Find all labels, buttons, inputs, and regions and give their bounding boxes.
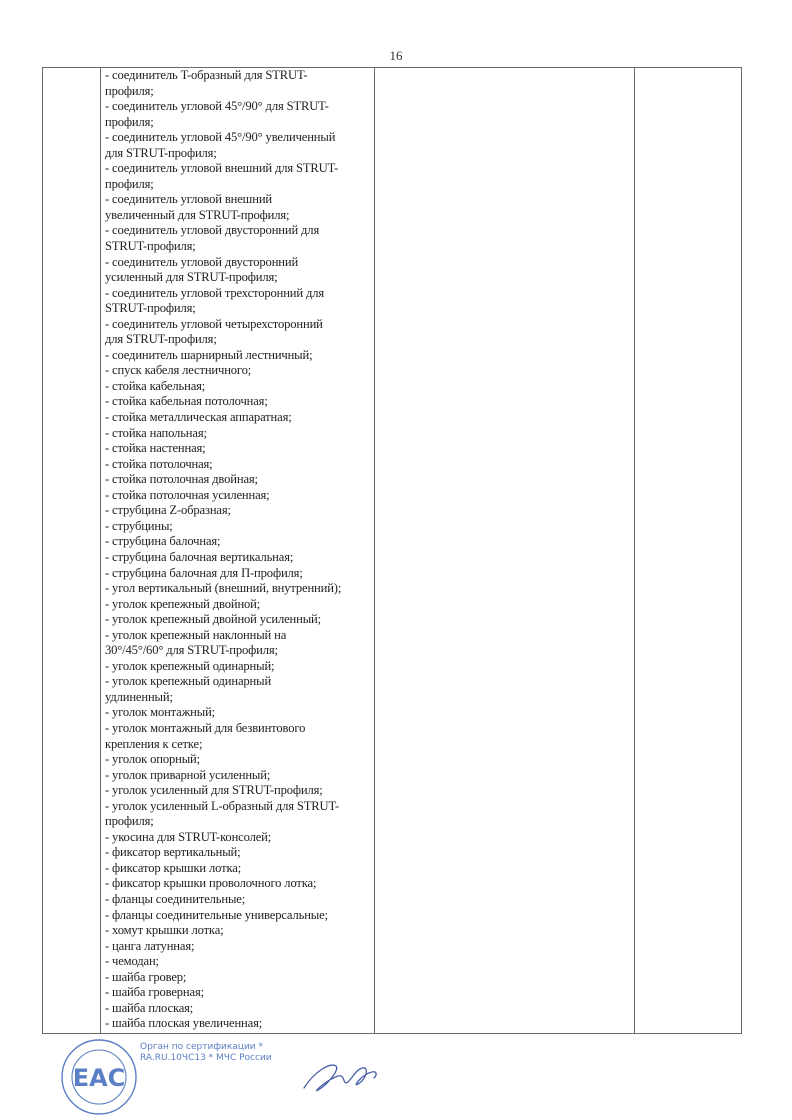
note-cell [635, 68, 741, 1033]
list-item-line: - фиксатор крышки проволочного лотка; [105, 876, 317, 891]
list-item-line: - струбцина балочная вертикальная; [105, 549, 294, 564]
list-item-line: - уголок монтажный для безвинтового [105, 720, 306, 735]
list-item-line: - шайба плоская увеличенная; [105, 1016, 263, 1031]
list-item-line: - угол вертикальный (внешний, внутренний); [105, 581, 342, 596]
list-item-line: удлиненный; [105, 689, 173, 704]
list-item-line: - спуск кабеля лестничного; [105, 363, 252, 378]
list-item-line: - соединитель угловой трехсторонний для [105, 285, 325, 300]
signature [296, 1052, 382, 1098]
list-item-line: - уголок приварной усиленный; [105, 767, 271, 782]
list-item-line: - стойка потолочная; [105, 456, 213, 471]
list-item-line: - струбцины; [105, 518, 173, 533]
certification-stamp [60, 1038, 138, 1116]
list-item-line: - струбцина балочная для П-профиля; [105, 565, 303, 580]
list-item-line: - стойка напольная; [105, 425, 207, 440]
list-item-line: профиля; [105, 176, 154, 191]
list-item-line: - стойка металлическая аппаратная; [105, 410, 292, 425]
list-item-line: - уголок усиленный L-образный для STRUT- [105, 798, 339, 813]
list-item-line: - уголок усиленный для STRUT-профиля; [105, 783, 323, 798]
list-item-line: - струбцина балочная; [105, 534, 221, 549]
page-number: 16 [389, 48, 403, 63]
list-item-line: увеличенный для STRUT-профиля; [105, 207, 290, 222]
list-item-line: - уголок крепежный одинарный; [105, 658, 275, 673]
list-item-line: для STRUT-профиля; [105, 332, 217, 347]
list-item-line: крепления к сетке; [105, 736, 203, 751]
list-item-line: - уголок крепежный двойной усиленный; [105, 612, 321, 627]
list-item-line: - соединитель шарнирный лестничный; [105, 347, 313, 362]
list-item-line: профиля; [105, 83, 154, 98]
list-item-line: - соединитель T-образный для STRUT- [105, 68, 308, 82]
list-item-line: профиля; [105, 114, 154, 129]
number-cell [43, 68, 100, 1033]
column-divider [100, 68, 101, 1033]
list-item-line: - струбцина Z-образная; [105, 503, 231, 518]
list-item-line: для STRUT-профиля; [105, 145, 217, 160]
stamp-eac-mark: ЕАС [72, 1064, 126, 1092]
list-item-line: - стойка кабельная; [105, 378, 206, 393]
list-item-line: - уголок крепежный одинарный [105, 674, 272, 689]
list-item-line: - уголок крепежный двойной; [105, 596, 261, 611]
list-item-line: STRUT-профиля; [105, 301, 196, 316]
list-item-line: - шайба гроверная; [105, 985, 204, 1000]
signature-stroke [304, 1065, 376, 1091]
list-item-line: - уголок крепежный наклонный на [105, 627, 287, 642]
list-item-line: - уголок монтажный; [105, 705, 216, 720]
list-item-line: STRUT-профиля; [105, 239, 196, 254]
list-item-line: - чемодан; [105, 954, 159, 969]
list-item-line: - соединитель угловой 45°/90° для STRUT- [105, 99, 329, 114]
list-item-line: - соединитель угловой четырехсторонний [105, 316, 323, 331]
list-item-line: - фиксатор крышки лотка; [105, 860, 242, 875]
list-item-line: 30°/45°/60° для STRUT-профиля; [105, 643, 278, 658]
list-item-line: - шайба плоская; [105, 1000, 194, 1015]
stamp-ring-text: Орган по сертификации * RA.RU.10ЧС13 * МЧС России [140, 1042, 272, 1063]
list-item-line: - фиксатор вертикальный; [105, 845, 241, 860]
document-cell [375, 68, 633, 1033]
list-item-line: - уголок опорный; [105, 752, 200, 767]
list-item-line: - соединитель угловой внешний [105, 192, 272, 207]
list-item-line: - стойка потолочная двойная; [105, 472, 258, 487]
list-item-line: - хомут крышки лотка; [105, 923, 224, 938]
list-item-line: - фланцы соединительные универсальные; [105, 907, 328, 922]
list-item-line: - укосина для STRUT-консолей; [105, 829, 272, 844]
list-item-line: - соединитель угловой двусторонний для [105, 223, 320, 238]
list-item-line: - соединитель угловой внешний для STRUT- [105, 161, 339, 176]
list-item-line: - шайба гровер; [105, 969, 187, 984]
list-item-line: - стойка кабельная потолочная; [105, 394, 268, 409]
list-item-line: - стойка потолочная усиленная; [105, 487, 270, 502]
list-item-line: - соединитель угловой 45°/90° увеличенный [105, 130, 336, 145]
list-item-line: - соединитель угловой двусторонний [105, 254, 299, 269]
list-item-line: профиля; [105, 814, 154, 829]
list-item-line: - цанга латунная; [105, 938, 195, 953]
list-item-line: усиленный для STRUT-профиля; [105, 270, 278, 285]
list-item-line: - фланцы соединительные; [105, 891, 246, 906]
list-item-line: - стойка настенная; [105, 441, 206, 456]
certificate-table [42, 67, 742, 1034]
product-list-cell [105, 68, 373, 1033]
